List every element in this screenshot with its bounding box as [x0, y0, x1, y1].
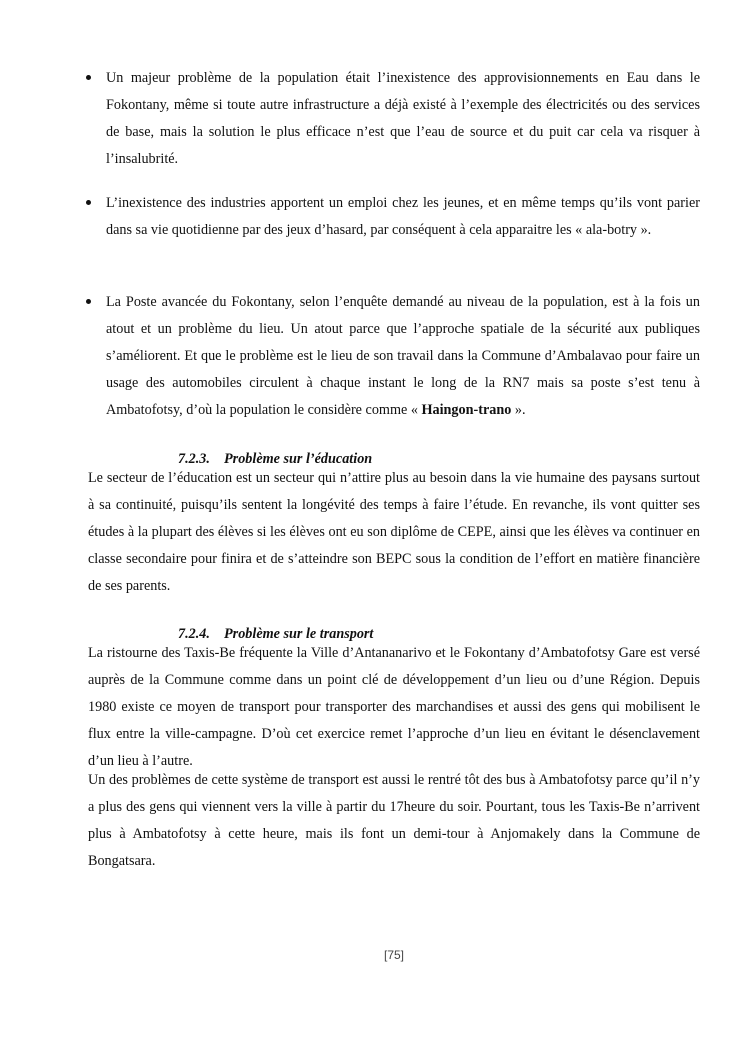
paragraph: La ristourne des Taxis-Be fréquente la Ville d’Antananarivo et le Fokontany d’Ambatofotsy Gare est versé auprès de la Commune comme dans un point clé de développement d’un lieu ou d’une Région. Depuis 1980 existe ce moyen de transport pour transporter des marchandises et aussi des gens qui mobilisent le flux entre la ville-campagne. D’où cet exercice remet l’approche d’un lieu en évitant le désenclavement d’un lieu à l’autre. [88, 645, 700, 769]
bullet-icon [86, 200, 91, 205]
bullet-text: L’inexistence des industries apportent un emploi chez les jeunes, et en même temps qu’ils vont parier dans sa vie quotidienne par des jeux d’hasard, par conséquent à cela apparaitre les « ala-botry ». [106, 195, 700, 238]
bold-term: Haingon-trano [421, 401, 512, 418]
section-number: 7.2.4. [178, 626, 210, 642]
bullet-icon [86, 299, 91, 304]
bullet-item [106, 190, 700, 244]
bullet-text: Un majeur problème de la population était l’inexistence des approvisionnements en Eau dans le Fokontany, même si toute autre infrastructure a déjà existé à l’exemple des électricités ou des services de base, mais la solution le plus efficace n’est que l’eau de source et du puit car cela va risquer à l’insalubrité. [106, 70, 700, 167]
section-title: Problème sur le transport [224, 626, 374, 642]
bullet-icon [86, 75, 91, 80]
page-number: [75] [383, 948, 404, 962]
paragraph: Le secteur de l’éducation est un secteur qui n’attire plus au besoin dans la vie humaine des paysans surtout à sa continuité, puisqu’ils sentent la longévité des temps à faire l’étude. En revanche, ils vont quitter ses études à la plupart des élèves si les élèves ont eu son diplôme de CEPE, ainsi que les élèves va continuer en classe secondaire pour finira et de s’atteindre son BEPC sous la condition de l’effort en matière financière de ses parents. [88, 470, 700, 594]
section-title: Problème sur l’éducation [224, 451, 373, 467]
section-number: 7.2.3. [178, 451, 210, 467]
bullet-item [106, 289, 700, 424]
bullet-item [106, 65, 700, 173]
paragraph: Un des problèmes de cette système de transport est aussi le rentré tôt des bus à Ambatofotsy parce qu’il n’y a plus des gens qui viennent vers la ville à partir du 17heure du soir. Pourtant, tous les Taxis-Be n’arrivent plus à Ambatofotsy à cette heure, mais ils font un demi-tour à Anjomakely dans la Commune de Bongatsara. [88, 772, 700, 869]
bullet-text: La Poste avancée du Fokontany, selon l’enquête demandé au niveau de la population, est à la fois un atout et un problème du lieu. Un atout parce que l’approche spatiale de la sécurité aux publiques s’améliorent. Et que le problème est le lieu de son travail dans la Commune d’Ambalavao pour faire un usage des automobiles circulent à chaque instant le long de la RN7 mais sa poste s’est tenu à Ambatofotsy, d’où la population le considère comme « Haingon-trano ». [106, 294, 700, 418]
